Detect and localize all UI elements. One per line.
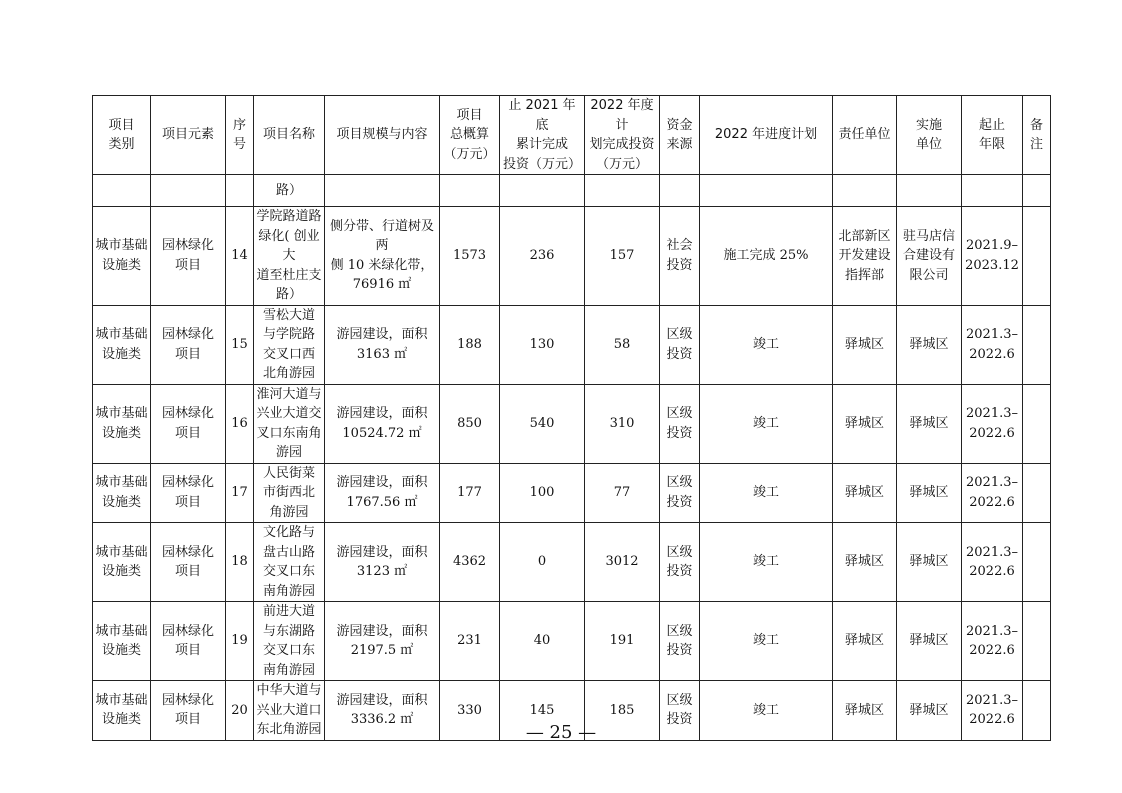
cell-empty [585, 175, 660, 207]
cell-scale-content: 游园建设，面积 3123 ㎡ [325, 523, 440, 602]
table-header-row [93, 96, 1051, 175]
header-project-name: 项目名称 [254, 96, 325, 175]
header-project-category: 项目 类别 [93, 96, 151, 175]
cell-plan-2022: 157 [585, 207, 660, 306]
cell-implementing-unit: 驿城区 [897, 384, 962, 463]
cell-empty [833, 175, 897, 207]
cell-progress-plan: 竣工 [700, 384, 833, 463]
cell-scale-content: 游园建设，面积 1767.56 ㎡ [325, 463, 440, 523]
cell-category: 城市基础 设施类 [93, 523, 151, 602]
cell-implementing-unit: 驿城区 [897, 305, 962, 384]
cell-responsible-unit: 驿城区 [833, 523, 897, 602]
cell-category: 城市基础 设施类 [93, 305, 151, 384]
cell-progress-plan: 施工完成 25% [700, 207, 833, 306]
cell-serial-number: 17 [226, 463, 254, 523]
cell-project-name: 前进大道 与东湖路 交叉口东 南角游园 [254, 602, 325, 681]
cell-cumulative-2021: 100 [500, 463, 585, 523]
cell-empty [226, 175, 254, 207]
cell-cumulative-2021: 236 [500, 207, 585, 306]
header-responsible-unit: 责任单位 [833, 96, 897, 175]
cell-total-budget: 177 [440, 463, 500, 523]
cell-scale-content: 游园建设，面积 3163 ㎡ [325, 305, 440, 384]
cell-total-budget: 4362 [440, 523, 500, 602]
cell-scale-content: 游园建设，面积 10524.72 ㎡ [325, 384, 440, 463]
cell-period: 2021.3– 2022.6 [962, 681, 1023, 741]
cell-scale-content: 游园建设，面积 2197.5 ㎡ [325, 602, 440, 681]
table-row [93, 463, 1051, 523]
cell-responsible-unit: 驿城区 [833, 463, 897, 523]
cell-empty [325, 175, 440, 207]
cell-cumulative-2021: 40 [500, 602, 585, 681]
cell-progress-plan: 竣工 [700, 463, 833, 523]
header-fund-source: 资金 来源 [660, 96, 700, 175]
cell-element: 园林绿化 项目 [151, 602, 226, 681]
cell-serial-number: 15 [226, 305, 254, 384]
cell-total-budget: 188 [440, 305, 500, 384]
cell-category: 城市基础 设施类 [93, 384, 151, 463]
cell-element: 园林绿化 项目 [151, 463, 226, 523]
cell-scale-content: 游园建设，面积 3336.2 ㎡ [325, 681, 440, 741]
header-cumulative-investment-2021: 止 2021 年底 累计完成 投资（万元） [500, 96, 585, 175]
cell-progress-plan: 竣工 [700, 305, 833, 384]
cell-element: 园林绿化 项目 [151, 207, 226, 306]
cell-remark [1023, 384, 1051, 463]
cell-serial-number: 19 [226, 602, 254, 681]
header-scale-and-content: 项目规模与内容 [325, 96, 440, 175]
cell-implementing-unit: 驿城区 [897, 463, 962, 523]
cell-plan-2022: 3012 [585, 523, 660, 602]
cell-scale-content: 侧分带、行道树及两 侧 10 米绿化带， 76916 ㎡ [325, 207, 440, 306]
cell-progress-plan: 竣工 [700, 602, 833, 681]
cell-responsible-unit: 北部新区 开发建设 指挥部 [833, 207, 897, 306]
cell-remark [1023, 305, 1051, 384]
table-row [93, 207, 1051, 306]
cell-category: 城市基础 设施类 [93, 207, 151, 306]
cell-plan-2022: 58 [585, 305, 660, 384]
cell-progress-plan: 竣工 [700, 681, 833, 741]
cell-period: 2021.3– 2022.6 [962, 305, 1023, 384]
cell-period: 2021.9– 2023.12 [962, 207, 1023, 306]
cell-fund-source: 区级 投资 [660, 681, 700, 741]
cell-responsible-unit: 驿城区 [833, 602, 897, 681]
cell-serial-number: 16 [226, 384, 254, 463]
cell-implementing-unit: 驻马店信 合建设有 限公司 [897, 207, 962, 306]
cell-period: 2021.3– 2022.6 [962, 602, 1023, 681]
cell-empty [93, 175, 151, 207]
cell-total-budget: 330 [440, 681, 500, 741]
header-implementing-unit: 实施 单位 [897, 96, 962, 175]
cell-empty [500, 175, 585, 207]
cell-category: 城市基础 设施类 [93, 463, 151, 523]
cell-plan-2022: 310 [585, 384, 660, 463]
cell-responsible-unit: 驿城区 [833, 384, 897, 463]
table-row [93, 523, 1051, 602]
cell-element: 园林绿化 项目 [151, 384, 226, 463]
header-progress-plan-2022: 2022 年进度计划 [700, 96, 833, 175]
cell-period: 2021.3– 2022.6 [962, 384, 1023, 463]
cell-remark [1023, 207, 1051, 306]
header-serial-number: 序号 [226, 96, 254, 175]
cell-plan-2022: 77 [585, 463, 660, 523]
continued-project-name: 路） [254, 175, 325, 207]
table-row [93, 305, 1051, 384]
cell-serial-number: 18 [226, 523, 254, 602]
header-remark: 备 注 [1023, 96, 1051, 175]
cell-period: 2021.3– 2022.6 [962, 523, 1023, 602]
continuation-row [93, 175, 1051, 207]
cell-implementing-unit: 驿城区 [897, 523, 962, 602]
cell-project-name: 人民街菜 市街西北 角游园 [254, 463, 325, 523]
cell-project-name: 淮河大道与 兴业大道交 叉口东南角 游园 [254, 384, 325, 463]
table-row [93, 602, 1051, 681]
cell-category: 城市基础 设施类 [93, 681, 151, 741]
cell-empty [700, 175, 833, 207]
cell-total-budget: 1573 [440, 207, 500, 306]
cell-total-budget: 231 [440, 602, 500, 681]
cell-empty [660, 175, 700, 207]
cell-project-name: 文化路与 盘古山路 交叉口东 南角游园 [254, 523, 325, 602]
cell-empty [1023, 175, 1051, 207]
cell-fund-source: 社会 投资 [660, 207, 700, 306]
cell-plan-2022: 191 [585, 602, 660, 681]
cell-project-name: 中华大道与 兴业大道口 东北角游园 [254, 681, 325, 741]
cell-cumulative-2021: 130 [500, 305, 585, 384]
cell-period: 2021.3– 2022.6 [962, 463, 1023, 523]
cell-implementing-unit: 驿城区 [897, 602, 962, 681]
cell-fund-source: 区级 投资 [660, 305, 700, 384]
header-planned-investment-2022: 2022 年度计 划完成投资 （万元） [585, 96, 660, 175]
cell-element: 园林绿化 项目 [151, 681, 226, 741]
cell-empty [962, 175, 1023, 207]
cell-fund-source: 区级 投资 [660, 602, 700, 681]
cell-fund-source: 区级 投资 [660, 523, 700, 602]
cell-project-name: 学院路道路 绿化( 创业大 道至杜庄支 路） [254, 207, 325, 306]
cell-responsible-unit: 驿城区 [833, 681, 897, 741]
cell-fund-source: 区级 投资 [660, 384, 700, 463]
cell-cumulative-2021: 145 [500, 681, 585, 741]
header-period: 起止 年限 [962, 96, 1023, 175]
cell-remark [1023, 463, 1051, 523]
cell-responsible-unit: 驿城区 [833, 305, 897, 384]
cell-remark [1023, 602, 1051, 681]
header-project-element: 项目元素 [151, 96, 226, 175]
cell-serial-number: 14 [226, 207, 254, 306]
cell-implementing-unit: 驿城区 [897, 681, 962, 741]
cell-total-budget: 850 [440, 384, 500, 463]
project-table [92, 95, 1051, 741]
cell-remark [1023, 523, 1051, 602]
cell-plan-2022: 185 [585, 681, 660, 741]
cell-serial-number: 20 [226, 681, 254, 741]
cell-cumulative-2021: 0 [500, 523, 585, 602]
table-row [93, 384, 1051, 463]
cell-cumulative-2021: 540 [500, 384, 585, 463]
page-number: — 25 — [525, 722, 597, 743]
cell-element: 园林绿化 项目 [151, 523, 226, 602]
header-total-budget: 项目 总概算 （万元） [440, 96, 500, 175]
cell-fund-source: 区级 投资 [660, 463, 700, 523]
cell-project-name: 雪松大道 与学院路 交叉口西 北角游园 [254, 305, 325, 384]
cell-category: 城市基础 设施类 [93, 602, 151, 681]
cell-empty [151, 175, 226, 207]
cell-empty [897, 175, 962, 207]
cell-progress-plan: 竣工 [700, 523, 833, 602]
cell-empty [440, 175, 500, 207]
cell-element: 园林绿化 项目 [151, 305, 226, 384]
